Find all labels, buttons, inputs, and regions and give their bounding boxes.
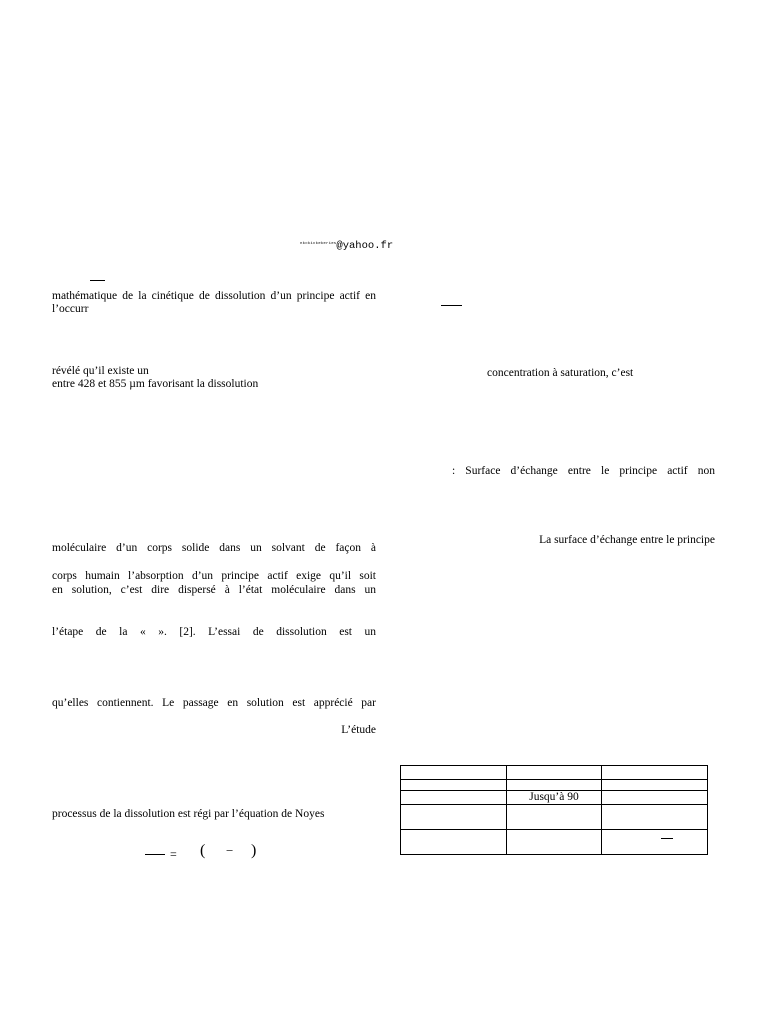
paragraph-line: processus de la dissolution est régi par l’équation de Noyes bbox=[52, 808, 325, 820]
paragraph-line: mathématique de la cinétique de dissolution d’un principe actif en bbox=[52, 290, 376, 302]
table-cell bbox=[401, 780, 507, 791]
table-row bbox=[401, 766, 708, 780]
author-email bbox=[300, 240, 393, 252]
equation-open-paren: ( bbox=[200, 842, 206, 859]
equation-equals: = bbox=[170, 847, 177, 861]
table-cell bbox=[602, 830, 708, 855]
table-cell bbox=[507, 780, 602, 791]
paragraph-line: L’étude bbox=[341, 724, 376, 736]
table-cell bbox=[602, 780, 708, 791]
table-cell bbox=[401, 791, 507, 805]
paragraph-line: : Surface d’échange entre le principe actif non bbox=[452, 465, 715, 477]
table-row bbox=[401, 780, 708, 791]
equation-fraction-bar bbox=[145, 854, 165, 855]
table-cell bbox=[507, 805, 602, 830]
table-cell bbox=[602, 805, 708, 830]
paragraph-line: l’étape de la « ». [2]. L’essai de dissolution est un bbox=[52, 626, 376, 638]
paragraph-line: La surface d’échange entre le principe bbox=[539, 534, 715, 546]
paragraph-line: révélé qu’il existe un bbox=[52, 365, 149, 377]
paragraph-line: l’occurr bbox=[52, 303, 89, 315]
table-cell: Jusqu’à 90 bbox=[507, 791, 602, 805]
equation-minus: − bbox=[226, 843, 234, 858]
fraction-bar bbox=[90, 280, 105, 281]
table-cell bbox=[401, 805, 507, 830]
equation-close-paren: ) bbox=[251, 842, 257, 859]
table-cell bbox=[507, 766, 602, 780]
data-table bbox=[400, 765, 708, 855]
paragraph-line: corps humain l’absorption d’un principe actif exige qu’il soit bbox=[52, 570, 376, 582]
email-prefix: nkckickekeries bbox=[300, 242, 337, 246]
email-domain: @yahoo.fr bbox=[336, 240, 394, 252]
paragraph-line: entre 428 et 855 µm favorisant la dissolution bbox=[52, 378, 259, 390]
paragraph-line: en solution, c’est dire dispersé à l’état moléculaire dans un bbox=[52, 584, 376, 596]
fraction-bar bbox=[661, 838, 673, 839]
table-cell bbox=[401, 830, 507, 855]
table-cell bbox=[401, 766, 507, 780]
table-row bbox=[401, 830, 708, 855]
fraction-bar bbox=[441, 305, 462, 306]
table-cell bbox=[602, 791, 708, 805]
table-row bbox=[401, 791, 708, 805]
table-cell bbox=[507, 830, 602, 855]
table-cell bbox=[602, 766, 708, 780]
table-row bbox=[401, 805, 708, 830]
paragraph-line: qu’elles contiennent. Le passage en solution est apprécié par bbox=[52, 697, 376, 709]
paragraph-line: moléculaire d’un corps solide dans un solvant de façon à bbox=[52, 542, 376, 554]
paragraph-line: concentration à saturation, c’est bbox=[487, 367, 634, 379]
